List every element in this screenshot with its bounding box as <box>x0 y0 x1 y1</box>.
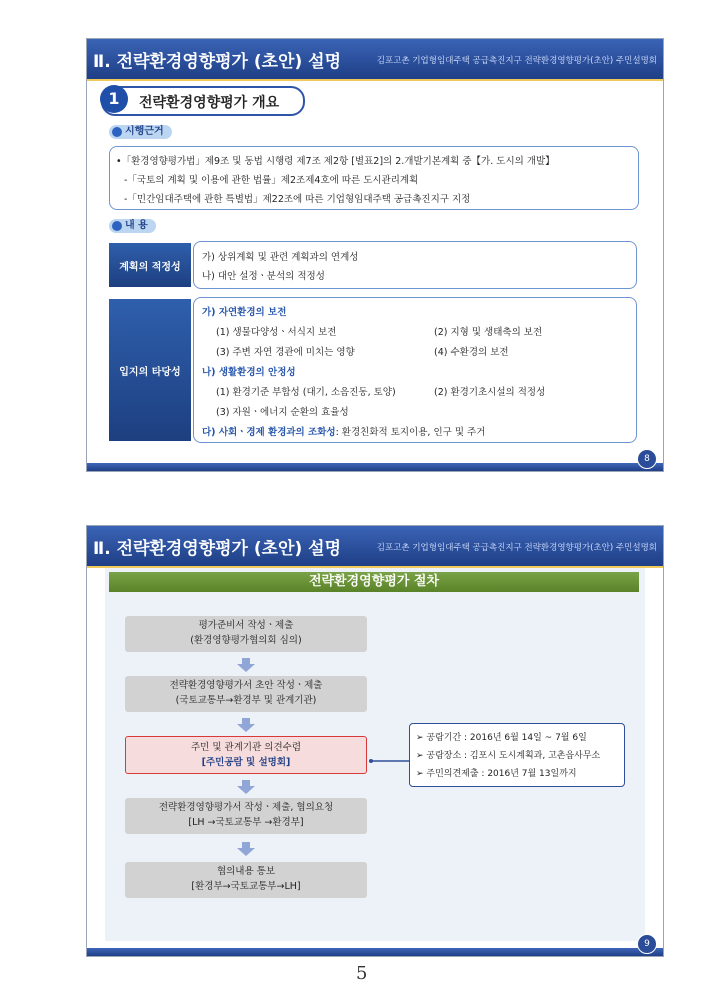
slide-title: Ⅱ. 전략환경영향평가 (초안) 설명 <box>93 52 342 72</box>
basis-chip <box>109 125 172 139</box>
section-number-badge: 1 <box>100 85 128 113</box>
site-item: (3) 주변 자연 경관에 미치는 영향 <box>216 347 355 358</box>
basis-line: -「국토의 계획 및 이용에 관한 법률」제2조제4호에 따른 도시관리계획 <box>124 175 419 186</box>
step-line: 주민 및 관계기관 의견수렴 <box>190 742 301 753</box>
site-label: 입지의 타당성 <box>109 299 191 441</box>
plan-box <box>193 241 637 289</box>
site-heading-row <box>202 424 485 438</box>
step-line: 평가준비서 작성ㆍ제출 <box>198 620 294 631</box>
bullet-circle-icon <box>112 221 122 231</box>
slide-overview <box>86 38 664 472</box>
step-line: 전략환경영향평가서 초안 작성ㆍ제출 <box>169 680 323 691</box>
step-line: (환경영향평가협의회 심의) <box>190 635 302 646</box>
site-heading: 다) 사회ㆍ경제 환경과의 조화성 <box>202 427 336 438</box>
procedure-step-highlighted <box>125 736 367 774</box>
section-heading <box>101 86 305 116</box>
slide-procedure <box>86 525 664 957</box>
basis-chip-label: 시행근거 <box>125 126 164 137</box>
plan-item: 가) 상위계획 및 관련 계획과의 연계성 <box>202 252 359 263</box>
note-line: ➢ 주민의견제출 : 2016년 7월 13일까지 <box>416 769 577 779</box>
site-item: (1) 환경기준 부합성 (대기, 소음진동, 토양) <box>216 387 396 398</box>
content-chip <box>109 219 156 233</box>
basis-line: -「민간임대주택에 관한 특별법」제22조에 따른 기업형임대주택 공급촉진지구 지정 <box>124 194 471 205</box>
procedure-step <box>125 798 367 834</box>
procedure-step <box>125 676 367 712</box>
plan-item: 나) 대안 설정ㆍ분석의 적정성 <box>202 271 325 282</box>
site-item: (3) 자원ㆍ에너지 순환의 효율성 <box>216 407 349 418</box>
slide-title: Ⅱ. 전략환경영향평가 (초안) 설명 <box>93 539 342 559</box>
step-line: [환경부→국토교통부→LH] <box>191 881 301 892</box>
site-item: (2) 환경기초시설의 적정성 <box>434 387 546 398</box>
site-heading-detail: : 환경친화적 토지이용, 인구 및 주거 <box>335 427 486 438</box>
plan-label: 계획의 적정성 <box>109 243 191 287</box>
down-arrow-icon <box>237 658 255 672</box>
down-arrow-icon <box>237 842 255 856</box>
note-line: ➢ 공람기간 : 2016년 6월 14일 ~ 7월 6일 <box>416 733 587 743</box>
down-arrow-icon <box>237 780 255 794</box>
slide-footer <box>87 463 663 471</box>
section-title: 전략환경영향평가 개요 <box>139 95 280 111</box>
slide-subtitle: 김포고촌 기업형임대주택 공급촉진지구 전략환경영향평가(초안) 주민설명회 <box>376 543 657 553</box>
bullet-circle-icon <box>112 127 122 137</box>
site-heading: 나) 생활환경의 안정성 <box>202 367 296 378</box>
slide-subtitle: 김포고촌 기업형임대주택 공급촉진지구 전략환경영향평가(초안) 주민설명회 <box>376 56 657 66</box>
note-line: ➢ 공람장소 : 김포시 도시계획과, 고촌읍사무소 <box>416 751 601 761</box>
header-divider <box>87 79 663 81</box>
procedure-step <box>125 862 367 898</box>
connector-line <box>369 751 409 761</box>
site-box <box>193 297 637 443</box>
consultation-notes <box>409 723 625 787</box>
content-chip-label: 내 용 <box>125 220 148 231</box>
site-item: (1) 생물다양성ㆍ서식지 보전 <box>216 327 337 338</box>
procedure-title: 전략환경영향평가 절차 <box>109 572 639 592</box>
site-heading: 가) 자연환경의 보전 <box>202 307 287 318</box>
slide-footer <box>87 948 663 956</box>
page-number: 8 <box>637 449 657 469</box>
procedure-step <box>125 616 367 652</box>
site-item: (2) 지형 및 생태축의 보전 <box>434 327 543 338</box>
step-line: [LH →국토교통부 →환경부] <box>188 817 304 828</box>
basis-line: •「환경영향평가법」제9조 및 동법 시행령 제7조 제2항 [별표2]의 2.개발기본계획 중【가. 도시의 개발】 <box>116 156 555 167</box>
page-number: 9 <box>637 934 657 954</box>
step-line: (국토교통부→환경부 및 관계기관) <box>175 695 317 706</box>
step-line: 협의내용 통보 <box>216 866 276 877</box>
down-arrow-icon <box>237 718 255 732</box>
handwritten-page-mark: 5 <box>356 963 368 984</box>
slide-header <box>87 39 663 79</box>
site-item: (4) 수환경의 보전 <box>434 347 509 358</box>
basis-box <box>109 146 639 210</box>
step-line: 전략환경영향평가서 작성ㆍ제출, 협의요청 <box>158 802 334 813</box>
slide-header <box>87 526 663 566</box>
step-line: [주민공람 및 설명회] <box>201 757 291 768</box>
